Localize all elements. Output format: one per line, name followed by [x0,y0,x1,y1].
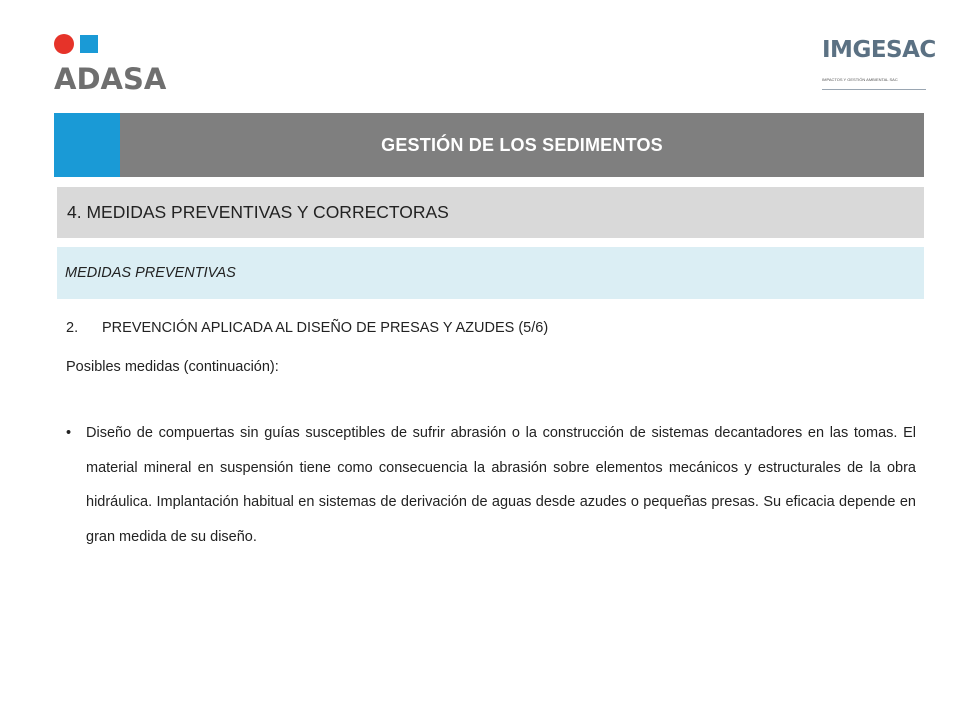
adasa-logo-mark [54,34,104,54]
title-accent-block [54,113,120,177]
red-circle-icon [54,34,74,54]
imgesac-logo-text: IMGESAC [822,37,936,63]
item-heading [66,320,548,336]
bullet-item: Diseño de compuertas sin guías susceptibles de sufrir abrasión o la construcción de sistemas decantadores en las tomas. El material mineral en suspensión tiene como consecuencia la abrasión sobre elementos mecánicos y estructurales de la obra hidráulica. Implantación habitual en sistemas de derivación de aguas desde azudes o pequeñas presas. Su eficacia depende en gran medida de su diseño. [86,425,916,545]
title-bar [54,113,924,177]
slide-title: GESTIÓN DE LOS SEDIMENTOS [381,134,663,155]
intro-text: Posibles medidas (continuación): [66,359,279,375]
bullet-dot-icon: • [66,425,72,441]
item-number: 2. [66,320,79,336]
imgesac-logo [818,36,936,96]
item-title: PREVENCIÓN APLICADA AL DISEÑO DE PRESAS Y AZUDES (5/6) [102,320,549,336]
imgesac-underline [822,89,926,90]
adasa-logo-text: ADASA [54,62,167,96]
adasa-logo [54,34,174,96]
subsection-heading: MEDIDAS PREVENTIVAS [57,247,924,299]
imgesac-tagline: IMPACTOS Y GESTIÓN AMBIENTAL SAC [822,77,898,82]
blue-square-icon [80,35,98,53]
bullet-list [66,425,916,554]
section-heading: 4. MEDIDAS PREVENTIVAS Y CORRECTORAS [57,187,924,238]
